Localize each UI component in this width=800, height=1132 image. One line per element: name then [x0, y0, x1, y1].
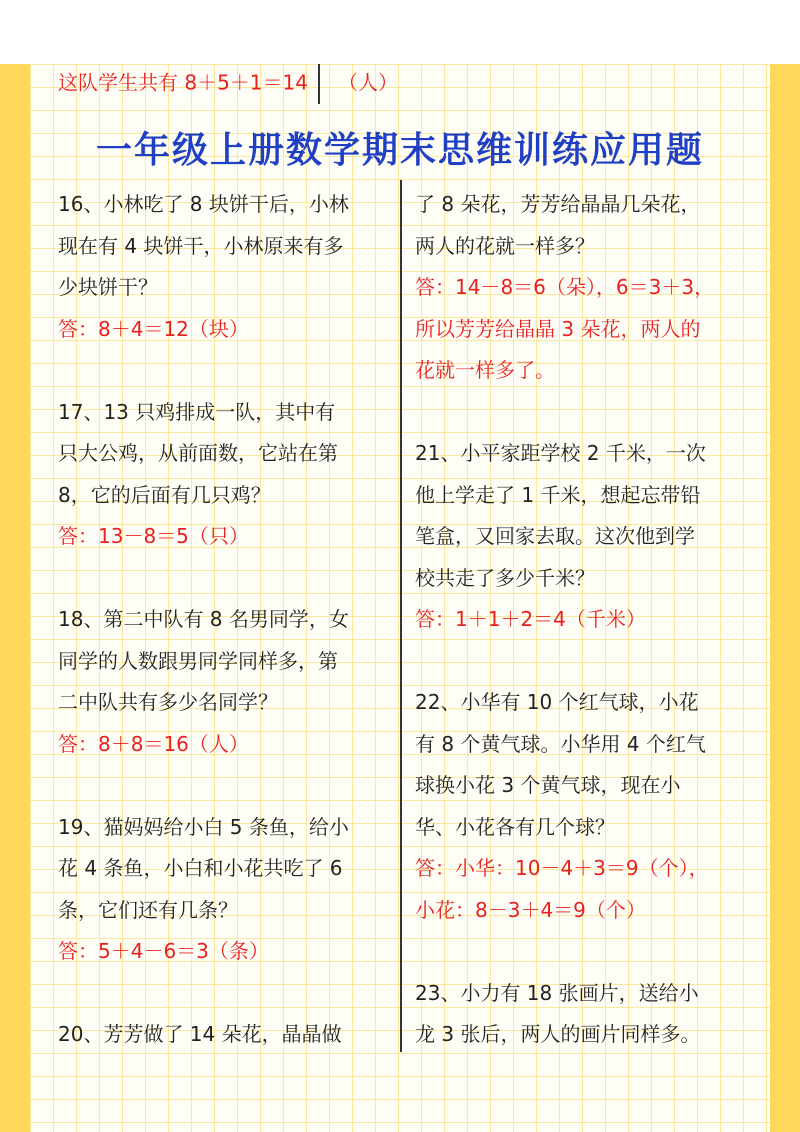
answer-text: 花就一样多了。	[415, 358, 555, 382]
question-text: 只大公鸡，从前面数，它站在第	[58, 441, 338, 465]
column-divider-top	[318, 64, 320, 104]
previous-answer-line	[58, 64, 398, 100]
question-text: 现在有 4 块饼干，小林原来有多	[58, 233, 344, 258]
answer-text: 答：小华：10－4＋3＝9（个），	[415, 856, 709, 880]
question-text: 校共走了多少千米？	[415, 565, 595, 590]
question-text: 20、芳芳做了 14 朵花，晶晶做	[58, 1022, 342, 1046]
question-text: 同学的人数跟男同学同样多，第	[58, 648, 338, 673]
answer-text: 答：14－8＝6（朵），6＝3＋3，	[415, 275, 715, 299]
question-text: 二中队共有多少名同学？	[58, 690, 278, 714]
question-text: 19、猫妈妈给小白 5 条鱼，给小	[58, 814, 349, 839]
answer-text: 答：8＋8＝16（人）	[58, 731, 249, 756]
question-16	[58, 184, 388, 350]
question-text: 16、小林吃了 8 块饼干后，小林	[58, 192, 349, 216]
question-20-continued	[415, 184, 750, 392]
answer-text: 小花：8－3＋4＝9（个）	[415, 897, 646, 922]
answer-text: 答：13－8＝5（只）	[58, 524, 249, 548]
answer-text: 答：8＋4＝12（块）	[58, 316, 249, 341]
answer-text: 答：1＋1＋2＝4（千米）	[415, 607, 646, 631]
question-17	[58, 392, 388, 558]
left-column	[58, 184, 388, 1056]
question-text: 8，它的后面有几只鸡？	[58, 482, 271, 507]
question-text: 18、第二中队有 8 名男同学，女	[58, 607, 349, 631]
question-text: 球换小花 3 个黄气球，现在小	[415, 773, 681, 797]
answer-text: 所以芳芳给晶晶 3 朵花，两人的	[415, 316, 701, 341]
answer-text: 答：5＋4－6＝3（条）	[58, 939, 269, 963]
question-text: 少块饼干？	[58, 275, 158, 299]
question-text: 有 8 个黄气球。小华用 4 个红气	[415, 731, 706, 756]
question-18	[58, 599, 388, 765]
previous-answer-unit: （人）	[337, 70, 398, 95]
question-21	[415, 433, 750, 641]
question-20	[58, 1014, 388, 1056]
previous-answer-text: 这队学生共有 8＋5＋1＝14	[58, 70, 308, 95]
page-title: 一年级上册数学期末思维训练应用题	[95, 129, 704, 171]
question-text: 他上学走了 1 千米，想起忘带铅	[415, 482, 701, 507]
question-text: 22、小华有 10 个红气球，小花	[415, 690, 699, 714]
question-text: 笔盒，又回家去取。这次他到学	[415, 524, 695, 548]
question-text: 17、13 只鸡排成一队，其中有	[58, 399, 336, 424]
question-text: 了 8 朵花，芳芳给晶晶几朵花，	[415, 192, 701, 216]
question-19	[58, 807, 388, 973]
question-text: 华、小花各有几个球？	[415, 814, 615, 839]
question-text: 23、小力有 18 张画片，送给小	[415, 980, 699, 1005]
right-column	[415, 184, 750, 1056]
question-text: 条，它们还有几条？	[58, 897, 238, 922]
question-text: 两人的花就一样多？	[415, 233, 595, 258]
question-text: 21、小平家距学校 2 千米，一次	[415, 441, 706, 465]
question-23	[415, 973, 750, 1056]
question-text: 龙 3 张后，两人的画片同样多。	[415, 1022, 701, 1046]
question-text: 花 4 条鱼，小白和小花共吃了 6	[58, 856, 343, 880]
column-divider	[400, 180, 402, 1052]
question-22	[415, 682, 750, 931]
